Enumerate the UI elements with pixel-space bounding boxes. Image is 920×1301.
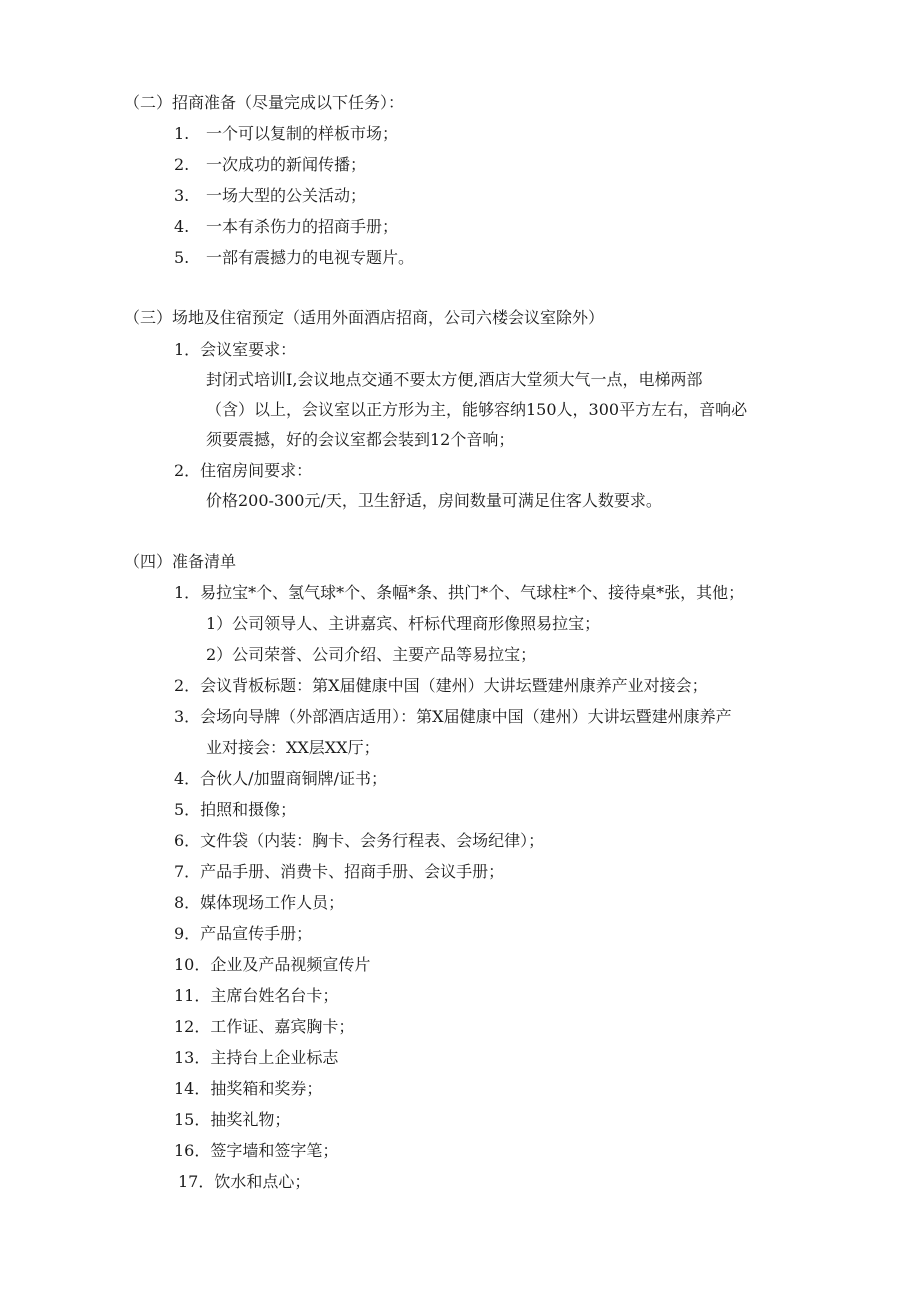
item-text: 一部有震撼力的电视专题片。 [206,248,415,267]
item-number: 5. [174,248,190,267]
paragraph-line: 价格200-300元/天，卫生舒适，房间数量可满足住客人数要求。 [206,491,662,510]
list-item [174,248,414,270]
section-4-heading: （四）准备清单 [124,552,237,571]
list-item: 4．合伙人/加盟商铜牌/证书； [174,769,387,788]
item-number: 3. [174,186,190,205]
paragraph-line: 须要震撼，好的会议室都会装到12个音响； [206,430,515,449]
paragraph-line: 封闭式培训I,会议地点交通不要太方便,酒店大堂须大气一点，电梯两部 [206,370,703,389]
list-item [174,186,366,208]
section-3-heading: （三）场地及住宿预定（适用外面酒店招商，公司六楼会议室除外） [124,308,605,327]
list-item: 3．会场向导牌（外部酒店适用）：第X届健康中国（建州）大讲坛暨建州康养产 [174,707,732,726]
list-item: 6．文件袋（内装：胸卡、会务行程表、会场纪律）； [174,831,545,850]
list-item: 12．工作证、嘉宾胸卡； [174,1017,355,1036]
list-item: 8．媒体现场工作人员； [174,893,345,912]
item-text: 一本有杀伤力的招商手册； [206,217,399,236]
list-item: 17．饮水和点心； [178,1172,311,1191]
list-item: 5．拍照和摄像； [174,800,297,819]
section-2-heading: （二）招商准备（尽量完成以下任务）： [124,93,405,112]
list-item: 14．抽奖箱和奖券； [174,1079,323,1098]
item-number: 2. [174,155,190,174]
item-text: 一次成功的新闻传播； [206,155,367,174]
list-item: 10．企业及产品视频宣传片 [174,955,371,974]
item-number: 4. [174,217,190,236]
list-item [174,124,398,146]
paragraph-line: （含）以上，会议室以正方形为主，能够容纳150人，300平方左右，音响必 [206,400,748,419]
item-text: 一个可以复制的样板市场； [206,124,399,143]
list-item: 2．会议背板标题：第X届健康中国（建州）大讲坛暨建州康养产业对接会； [174,676,708,695]
list-item [174,155,366,177]
list-item [174,217,398,239]
list-item: 15．抽奖礼物； [174,1110,291,1129]
list-item: 16．签字墙和签字笔； [174,1141,339,1160]
subsection-title: 2．住宿房间要求： [174,461,313,480]
list-item: 9．产品宣传手册； [174,924,313,943]
item-number: 1. [174,124,190,143]
list-item: 11．主席台姓名台卡； [174,986,339,1005]
list-item-continuation: 业对接会：XX层XX厅； [206,738,380,757]
subsection-title: 1．会议室要求： [174,340,297,359]
item-text: 一场大型的公关活动； [206,186,367,205]
list-subitem: 1）公司领导人、主讲嘉宾、杆标代理商形像照易拉宝； [206,614,601,633]
list-subitem: 2）公司荣誉、公司介绍、主要产品等易拉宝； [206,645,537,664]
list-item: 7．产品手册、消费卡、招商手册、会议手册； [174,862,505,881]
list-item: 1．易拉宝*个、氢气球*个、条幅*条、拱门*个、气球柱*个、接待桌*张，其他； [174,583,745,602]
list-item: 13．主持台上企业标志 [174,1048,339,1067]
